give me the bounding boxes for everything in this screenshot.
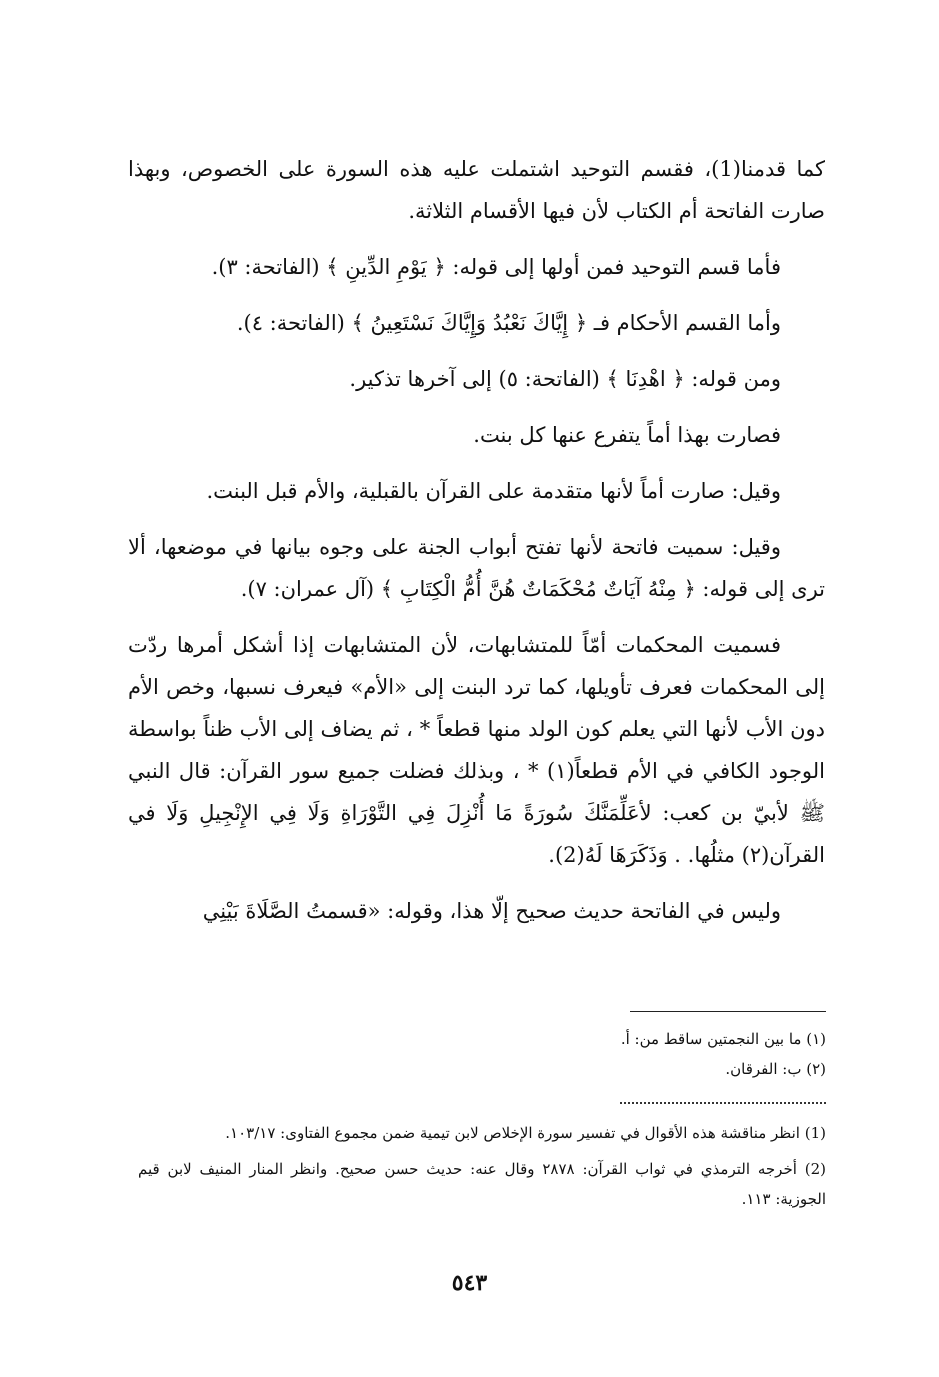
paragraph-tawhid: فأما قسم التوحيد فمن أولها إلى قوله: ﴿ يَوْمِ الدِّينِ ﴾ (الفاتحة: ٣).: [211, 255, 781, 279]
body-text: [128, 148, 825, 946]
paragraph-muhkamat: فسميت المحكمات أمّاً للمتشابهات، لأن المتشابهات إذا أشكل أمرها ردّت إلى المحكمات فعرف تأويلها، كما ترد البنت إلى «الأم» فيعرف نسبها، وخص الأم دون الأب لأنها التي يعلم كون الولد منها قطعاً * ، ثم يضاف إلى الأب ظناً بواسطة الوجود الكافي في الأم قطعاً(١) * ، وبذلك فضلت جميع سور القرآن: قال النبي ﷺ لأبيّ بن كعب: لأعَلِّمَنَّكَ سُورَةً مَا أُنْزِلَ فِي التَّوْرَاةِ وَلَا فِي الإِنْجِيلِ وَلَا في القرآن(٢) مثلُها. . وَذَكَرَهَا لَهُ(2).: [128, 633, 826, 867]
footnote-separator: [630, 1011, 826, 1012]
footnote-item: (٢) ب: الفرقان.: [725, 1060, 826, 1078]
paragraph-fatiha-naming: وقيل: سميت فاتحة لأنها تفتح أبواب الجنة على وجوه بيانها في موضعها، ألا ترى إلى قوله: ﴿ مِنْهُ آيَاتٌ مُحْكَمَاتٌ هُنَّ أُمُّ الْكِتَابِ ﴾ (آل عمران: ٧).: [128, 535, 825, 601]
footnote-item: (1) انظر مناقشة هذه الأقوال في تفسير سورة الإخلاص لابن تيمية ضمن مجموع الفتاوى: ١٠٣/١٧.: [225, 1124, 826, 1142]
footnote-item: (2) أخرجه الترمذي في ثواب القرآن: ٢٨٧٨ وقال عنه: حديث حسن صحيح. وانظر المنار المنيف لابن قيم الجوزية: ١١٣.: [138, 1160, 827, 1208]
editor-footnotes: [138, 1118, 826, 1220]
manuscript-footnotes: [500, 1024, 826, 1084]
footnote-item: (١) ما بين النجمتين ساقط من: أ.: [620, 1030, 826, 1048]
paragraph-hadith: وليس في الفاتحة حديث صحيح إلّا هذا، وقوله: «قسمتُ الصَّلَاةَ بَيْنِي: [202, 899, 781, 923]
footnote-dotted-separator: [620, 1102, 826, 1104]
paragraph-ahkam: وأما القسم الأحكام فـ ﴿ إِيَّاكَ نَعْبُدُ وَإِيَّاكَ نَسْتَعِينُ ﴾ (الفاتحة: ٤).: [236, 311, 781, 335]
paragraph-tadhkir: ومن قوله: ﴿ اهْدِنَا ﴾ (الفاتحة: ٥) إلى آخرها تذكير.: [349, 367, 781, 391]
paragraph-intro: كما قدمنا(1)، فقسم التوحيد اشتملت عليه هذه السورة على الخصوص، وبهذا صارت الفاتحة أم الكتاب لأن فيها الأقسام الثلاثة.: [128, 157, 826, 223]
paragraph-umm: فصارت بهذا أماً يتفرع عنها كل بنت.: [473, 423, 781, 447]
paragraph-qabliyya: وقيل: صارت أماً لأنها متقدمة على القرآن بالقبلية، والأم قبل البنت.: [206, 479, 781, 503]
page-number: ٥٤٣: [451, 1270, 488, 1296]
